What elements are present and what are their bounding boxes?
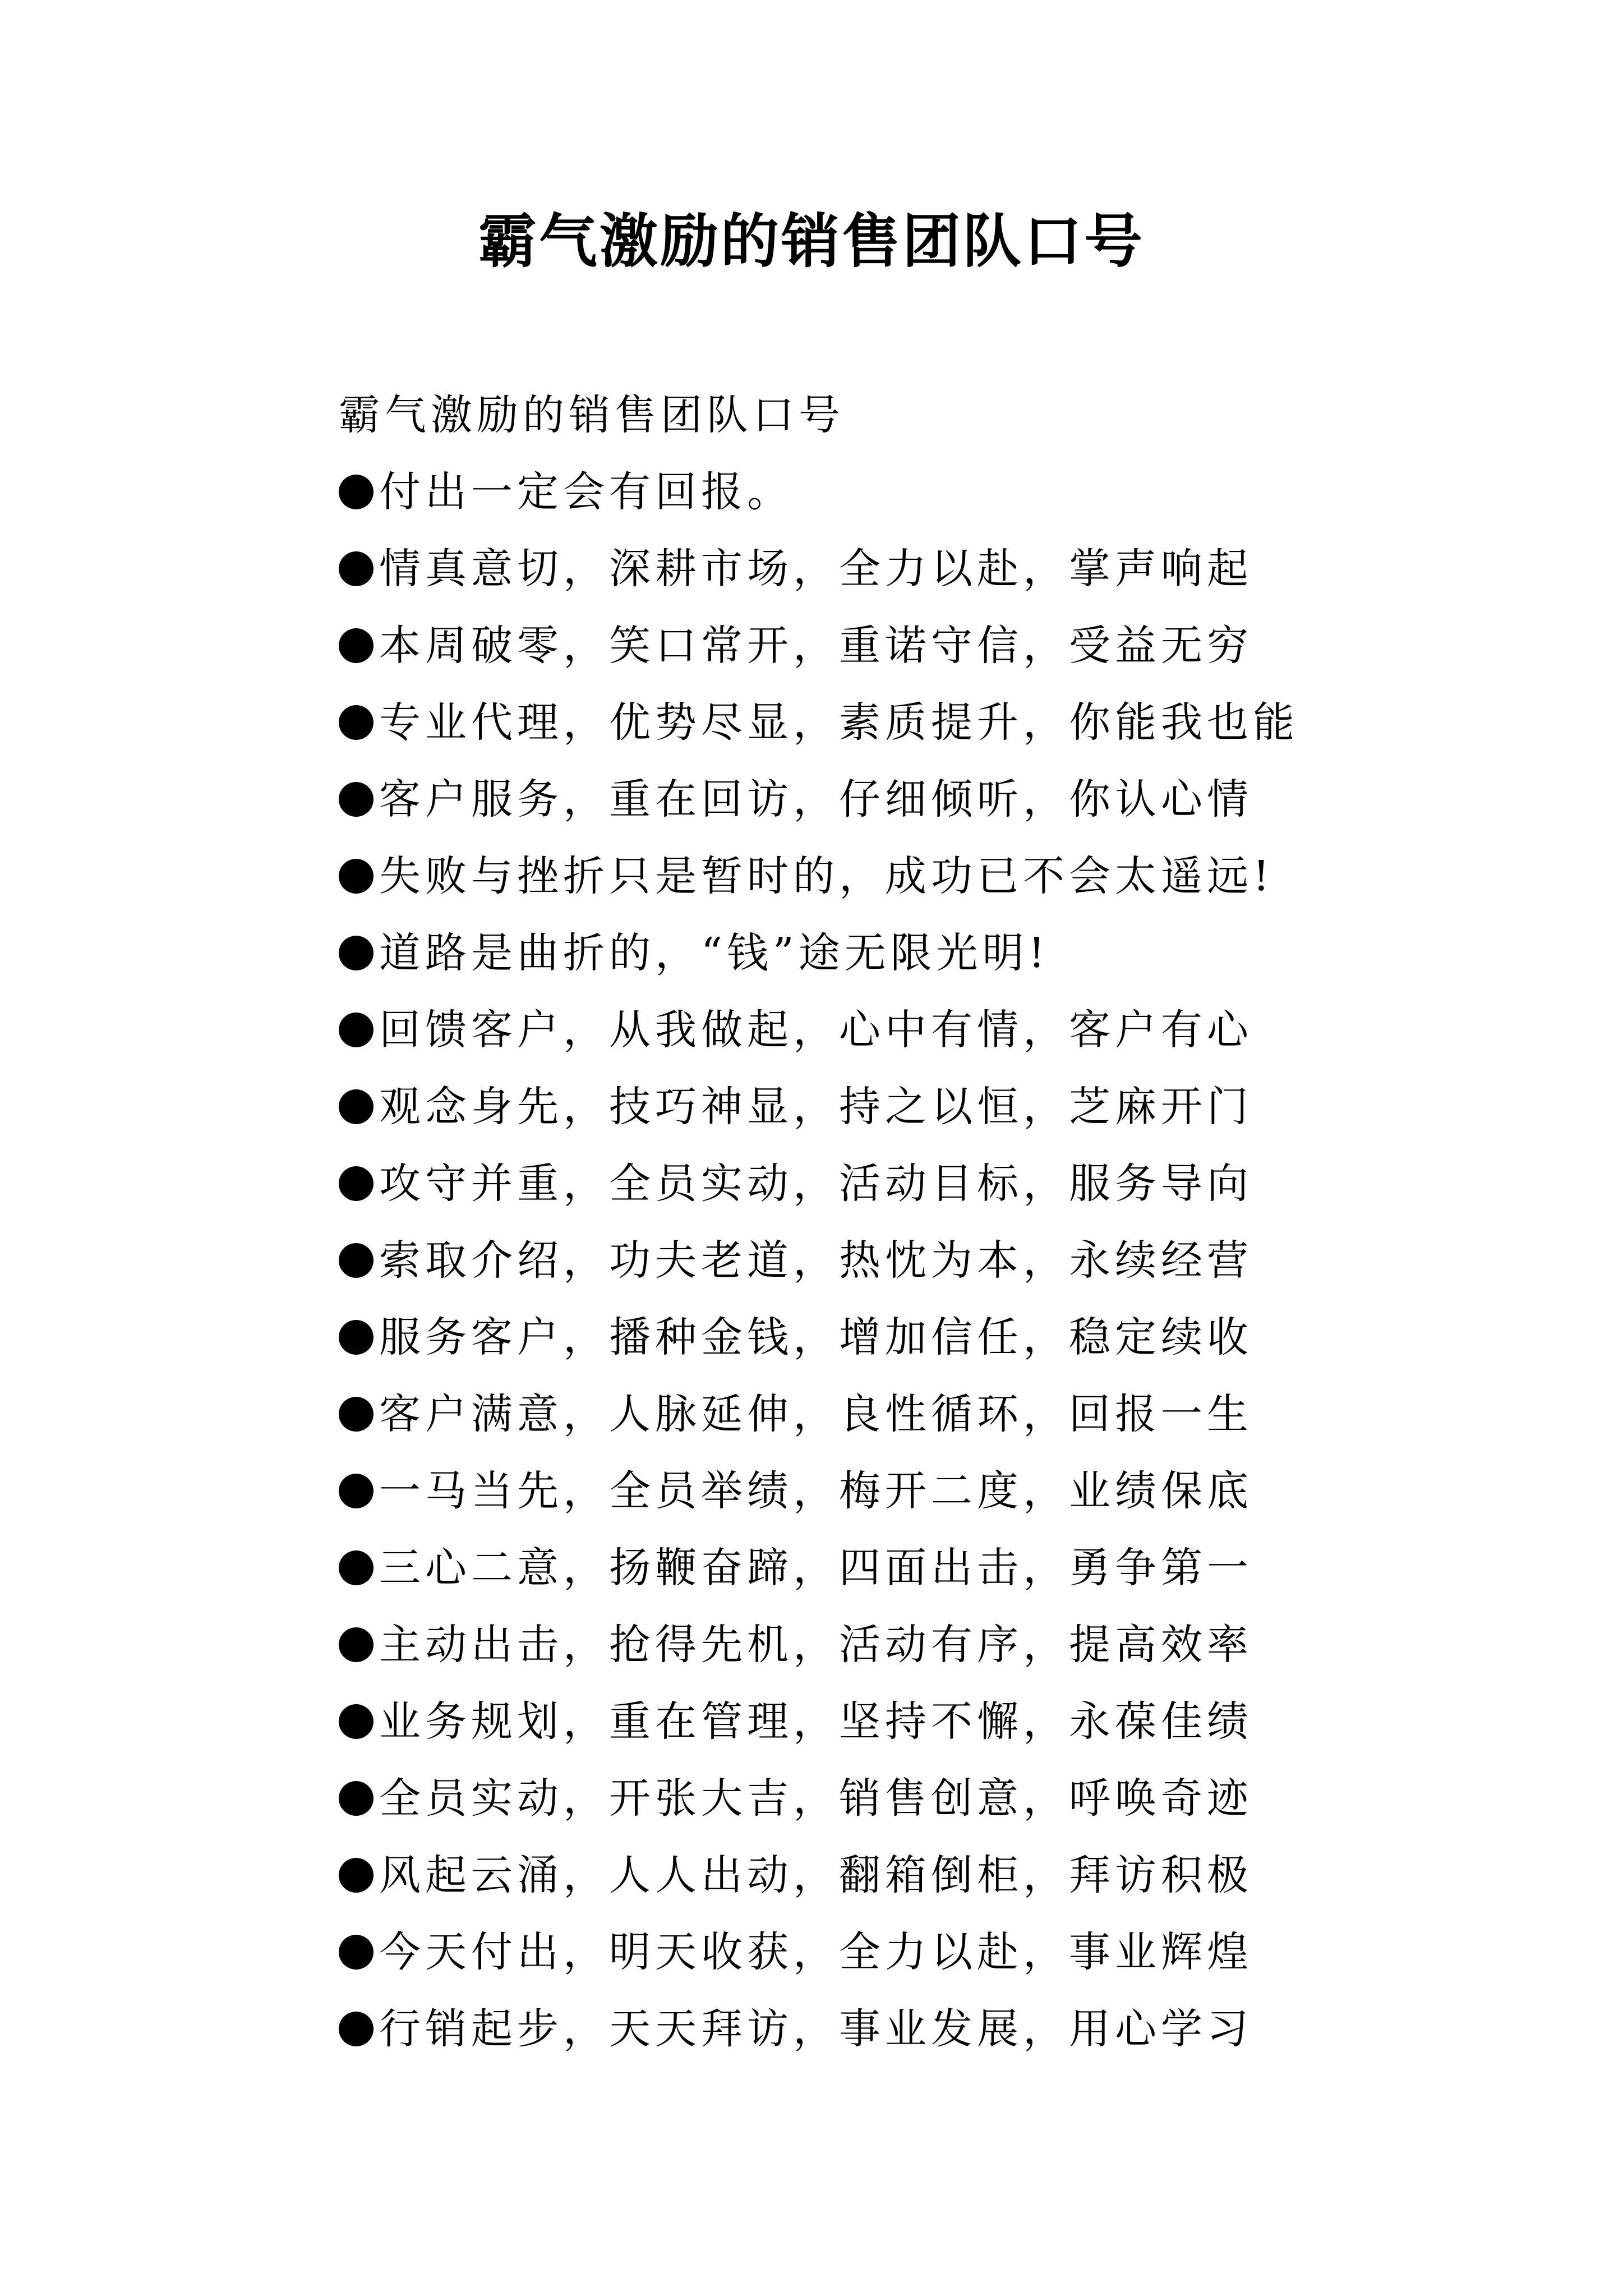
slogan-text: 服务客户，播种金钱，增加信任，稳定续收: [379, 1313, 1253, 1361]
list-item: [339, 1837, 1488, 1914]
slogan-text: 专业代理，优势尽显，素质提升，你能我也能: [379, 698, 1299, 747]
list-item: [339, 684, 1488, 761]
bullet-icon: [339, 1474, 374, 1508]
list-item: [339, 1376, 1488, 1453]
slogan-text: 主动出击，抢得先机，活动有序，提高效率: [379, 1621, 1253, 1669]
document-body: [339, 377, 1488, 2068]
slogan-text: 索取介绍，功夫老道，热忱为本，永续经营: [379, 1236, 1253, 1285]
bullet-icon: [339, 628, 374, 663]
bullet-icon: [339, 1858, 374, 1893]
list-item: [339, 454, 1488, 531]
list-item: [339, 1299, 1488, 1376]
list-item: [339, 992, 1488, 1069]
list-item: [339, 1530, 1488, 1607]
bullet-icon: [339, 1550, 374, 1585]
slogan-text: 失败与挫折只是暂时的，成功已不会太遥远!: [379, 852, 1274, 900]
slogan-text: 观念身先，技巧神显，持之以恒，芝麻开门: [379, 1083, 1253, 1131]
bullet-icon: [339, 936, 374, 970]
slogan-text: 付出一定会有回报。: [379, 468, 793, 516]
list-item: [339, 1069, 1488, 1145]
slogan-text: 三心二意，扬鞭奋蹄，四面出击，勇争第一: [379, 1544, 1253, 1592]
bullet-icon: [339, 705, 374, 740]
list-item: [339, 608, 1488, 684]
bullet-icon: [339, 1704, 374, 1739]
slogan-text: 客户满意，人脉延伸，良性循环，回报一生: [379, 1390, 1253, 1438]
list-item: [339, 838, 1488, 915]
list-item: [339, 761, 1488, 838]
bullet-icon: [339, 1013, 374, 1047]
slogan-text: 行销起步，天天拜访，事业发展，用心学习: [379, 2005, 1253, 2053]
slogan-text: 风起云涌，人人出动，翻箱倒柜，拜访积极: [379, 1851, 1253, 1899]
list-item: [339, 1145, 1488, 1222]
slogan-text: 情真意切，深耕市场，全力以赴，掌声响起: [379, 545, 1253, 593]
bullet-icon: [339, 1166, 374, 1201]
list-item: [339, 915, 1488, 992]
bullet-icon: [339, 2012, 374, 2046]
slogan-text: 道路是曲折的，“钱”途无限光明!: [379, 929, 1050, 977]
bullet-icon: [339, 859, 374, 894]
bullet-icon: [339, 551, 374, 586]
slogan-text: 今天付出，明天收获，全力以赴，事业辉煌: [379, 1928, 1253, 1976]
slogan-text: 业务规划，重在管理，坚持不懈，永葆佳绩: [379, 1697, 1253, 1746]
bullet-icon: [339, 1935, 374, 1970]
bullet-icon: [339, 1320, 374, 1355]
list-item: [339, 531, 1488, 608]
document-title: 霸气激励的销售团队口号: [478, 206, 1145, 275]
bullet-icon: [339, 1243, 374, 1278]
bullet-icon: [339, 1089, 374, 1124]
list-item: [339, 1991, 1488, 2068]
bullet-icon: [339, 782, 374, 817]
list-item: [339, 1453, 1488, 1530]
list-item: [339, 1222, 1488, 1299]
list-item: [339, 1760, 1488, 1837]
list-item: [339, 1607, 1488, 1683]
intro-line: 霸气激励的销售团队口号: [339, 391, 845, 439]
bullet-icon: [339, 475, 374, 509]
bullet-icon: [339, 1397, 374, 1432]
bullet-icon: [339, 1627, 374, 1662]
list-item: [339, 1683, 1488, 1760]
slogan-text: 攻守并重，全员实动，活动目标，服务导向: [379, 1159, 1253, 1208]
list-item: [339, 1914, 1488, 1991]
slogan-text: 客户服务，重在回访，仔细倾听，你认心情: [379, 775, 1253, 823]
slogan-text: 全员实动，开张大吉，销售创意，呼唤奇迹: [379, 1774, 1253, 1823]
slogan-text: 回馈客户，从我做起，心中有情，客户有心: [379, 1006, 1253, 1054]
slogan-text: 本周破零，笑口常开，重诺守信，受益无穷: [379, 622, 1253, 670]
slogan-text: 一马当先，全员举绩，梅开二度，业绩保底: [379, 1467, 1253, 1515]
bullet-icon: [339, 1781, 374, 1816]
